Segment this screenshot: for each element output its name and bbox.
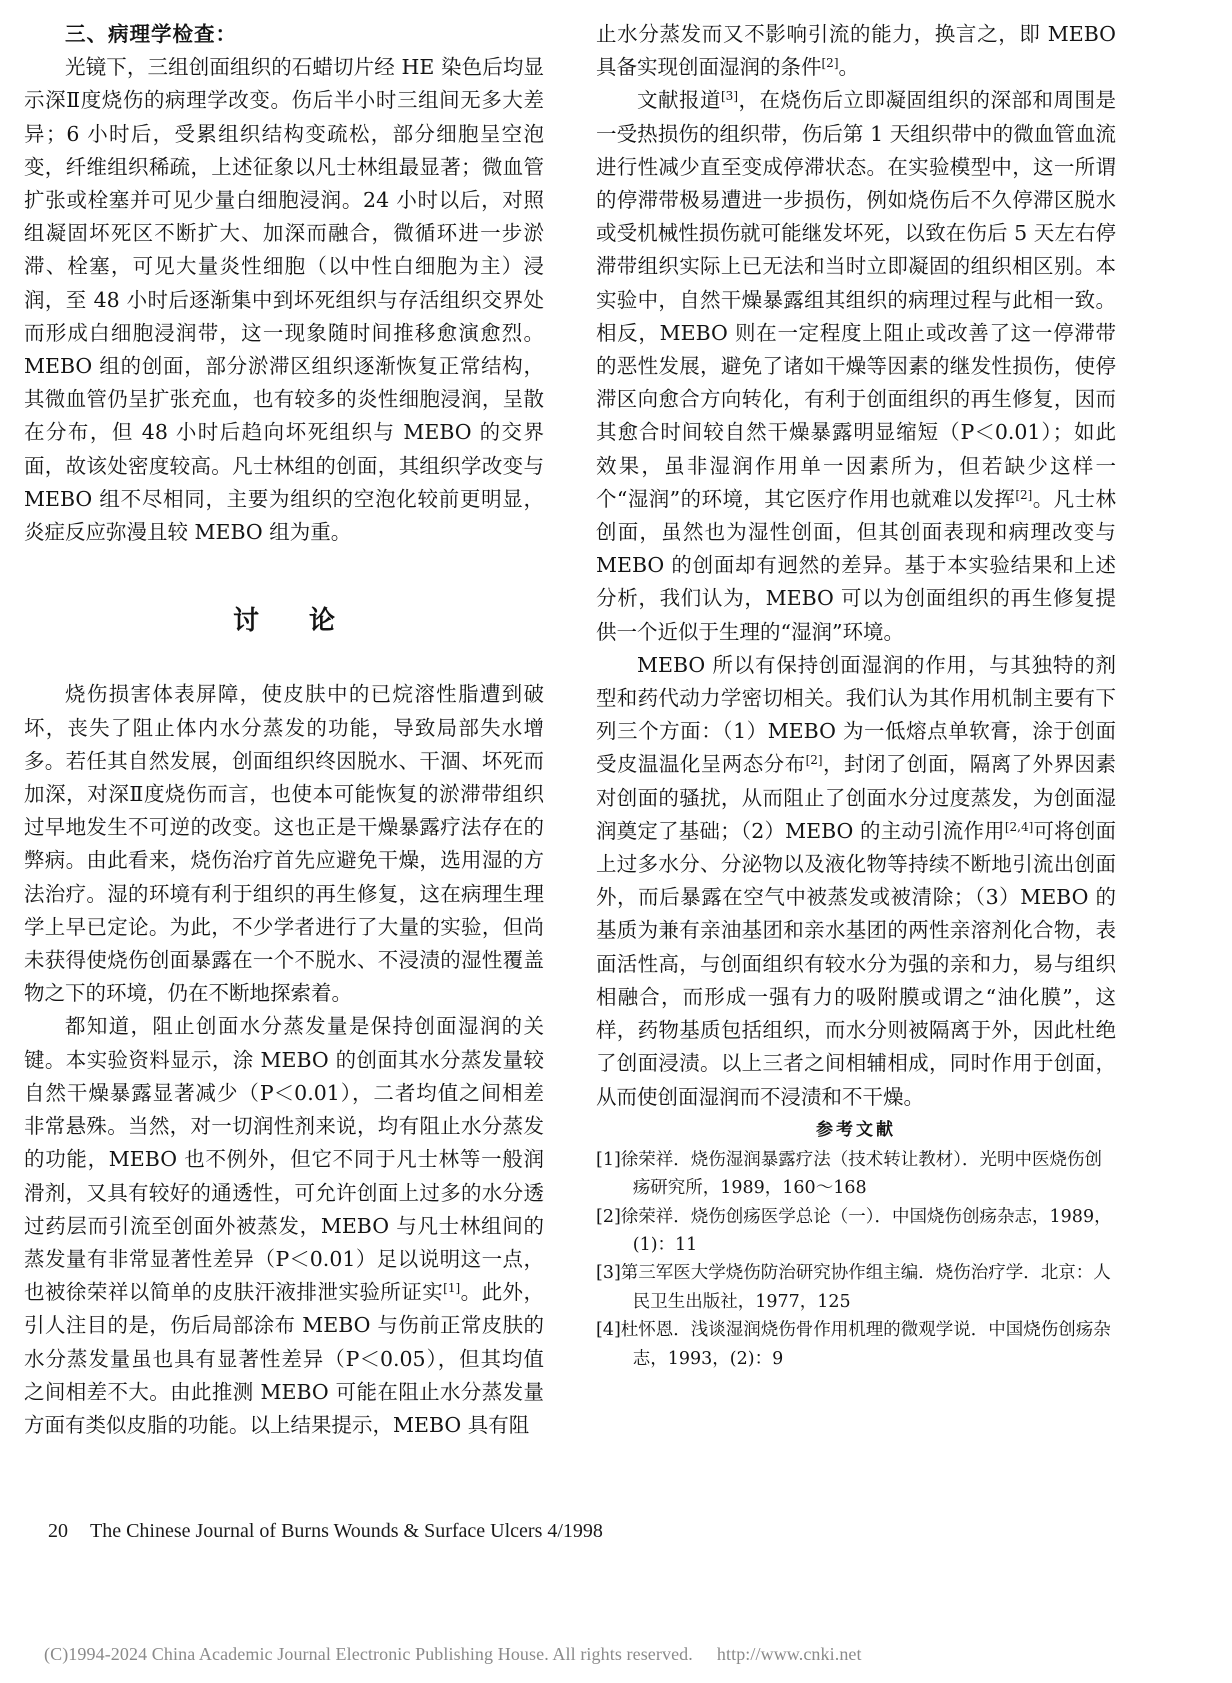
discussion-heading: 讨论 bbox=[232, 606, 385, 637]
paragraph-text: MEBO 所以有保持创面湿润的作用，与其独特的剂型和药代动力学密切相关。我们认为其作用机制主要有下列三个方面：（1）MEBO 为一低熔点单软膏，涂于创面受皮温温化呈两态分布 bbox=[596, 652, 1116, 777]
page-footer bbox=[48, 1520, 603, 1543]
reference-item-1: [1]徐荣祥．烧伤湿润暴露疗法（技术转让教材）．光明中医烧伤创疡研究所，1989，160～168 bbox=[596, 1149, 1103, 1199]
citation-2: [2] bbox=[1015, 487, 1033, 502]
section-title-pathology: 三、病理学检查： bbox=[65, 22, 237, 46]
citation-1: [1] bbox=[443, 1281, 461, 1296]
paragraph-text: 。此外，引人注目的是，伤后局部涂布 MEBO 与伤前正常皮肤的水分蒸发量虽也具有显著性差异（P＜0.05），但其均值之间相差不大。由此推测 MEBO 可能在阻止水分蒸发量方面有类似皮脂的功能。以上结果提示，MEBO 具有阻 bbox=[24, 1280, 545, 1437]
copyright-url: http://www.cnki.net bbox=[716, 1644, 862, 1664]
citation-2-4: [2,4] bbox=[1004, 819, 1034, 834]
continued-paragraph bbox=[596, 18, 1116, 84]
citation-2: [2] bbox=[821, 56, 839, 71]
copyright-text: (C)1994-2024 China Academic Journal Electronic Publishing House. All rights reserved. bbox=[44, 1644, 693, 1664]
paragraph-text: ，封闭了创面，隔离了外界因素对创面的骚扰，从而阻止了创面水分过度蒸发，为创面湿润奠定了基础；（2）MEBO 的主动引流作用 bbox=[596, 752, 1117, 843]
discussion-paragraph-1: 烧伤损害体表屏障，使皮肤中的已烷溶性脂遭到破坏，丧失了阻止体内水分蒸发的功能，导致局部失水增多。若任其自然发展，创面组织终因脱水、干涸、坏死而加深，对深Ⅱ度烧伤而言，也使本可能恢复的淤滞带组织过早地发生不可逆的改变。这也正是干燥暴露疗法存在的弊病。由此看来，烧伤治疗首先应避免干燥，选用湿的方法治疗。湿的环境有利于组织的再生修复，这在病理生理学上早已定论。为此，不少学者进行了大量的实验，但尚未获得使烧伤创面暴露在一个不脱水、不浸渍的湿性覆盖物之下的环境，仍在不断地探索着。 bbox=[24, 682, 544, 1006]
paragraph-text: 止水分蒸发而又不影响引流的能力，换言之，即 MEBO 具备实现创面湿润的条件 bbox=[596, 22, 1116, 80]
journal-name: The Chinese Journal of Burns Wounds & Surface Ulcers 4/1998 bbox=[90, 1520, 603, 1542]
reference-item-4: [4]杜怀恩．浅谈湿润烧伤骨作用机理的微观学说．中国烧伤创疡杂志，1993，(2)：9 bbox=[596, 1320, 1111, 1369]
page-number: 20 bbox=[48, 1520, 68, 1542]
reference-item-3: [3]第三军医大学烧伤防治研究协作组主编．烧伤治疗学．北京：人民卫生出版社，1977，125 bbox=[596, 1263, 1111, 1312]
paragraph-text: 。 bbox=[838, 55, 859, 80]
pathology-paragraph: 光镜下，三组创面组织的石蜡切片经 HE 染色后均显示深Ⅱ度烧伤的病理学改变。伤后半小时三组间无多大差异；6 小时后，受累组织结构变疏松，部分细胞呈空泡变，纤维组织稀疏，上述征象以凡士林组最显著；微血管扩张或栓塞并可见少量白细胞浸润。24 小时以后，对照组凝固坏死区不断扩大、加深而融合，微循环进一步淤滞、栓塞，可见大量炎性细胞（以中性白细胞为主）浸润，至 48 小时后逐渐集中到坏死组织与存活组织交界处而形成白细胞浸润带，这一现象随时间推移愈演愈烈。MEBO 组的创面，部分淤滞区组织逐渐恢复正常结构，其微血管仍呈扩张充血，也有较多的炎性细胞浸润，呈散在分布，但 48 小时后趋向坏死组织与 MEBO 的交界面，故该处密度较高。凡士林组的创面，其组织学改变与 MEBO 组不尽相同，主要为组织的空泡化较前更明显，炎症反应弥漫且较 MEBO 组为重。 bbox=[24, 55, 544, 545]
discussion-paragraph-4 bbox=[596, 649, 1116, 1114]
reference-item-2: [2]徐荣祥．烧伤创疡医学总论（一）．中国烧伤创疡杂志，1989，(1)：11 bbox=[596, 1206, 1112, 1255]
left-column bbox=[24, 18, 544, 1442]
discussion-paragraph-2 bbox=[24, 1010, 544, 1442]
discussion-paragraph-3 bbox=[596, 84, 1116, 648]
references-heading: 参考文献 bbox=[816, 1119, 896, 1140]
paragraph-text: ，在烧伤后立即凝固组织的深部和周围是一受热损伤的组织带，伤后第 1 天组织带中的微血管血流进行性减少直至变成停滞状态。在实验模型中，这一所谓的停滞带极易遭进一步损伤，例如烧伤后不久停滞区脱水或受机械性损伤就可能继发坏死，以致在伤后 5 天左右停滞带组织实际上已无法和当时立即凝固的组织相区别。本实验中，自然干燥暴露组其组织的病理过程与此相一致。相反，MEBO 则在一定程度上阻止或改善了这一停滞带的恶性发展，避免了诸如干燥等因素的继发性损伤，使停滞区向愈合方向转化，有利于创面组织的再生修复，因而其愈合时间较自然干燥暴露明显缩短（P＜0.01）；如此效果，虽非湿润作用单一因素所为，但若缺少这样一个“湿润”的环境，其它医疗作用也就难以发挥 bbox=[596, 88, 1116, 511]
copyright-notice bbox=[44, 1644, 862, 1665]
reference-list bbox=[596, 1146, 1116, 1373]
paragraph-text: 可将创面上过多水分、分泌物以及液化物等持续不断地引流出创面外，而后暴露在空气中被蒸发或被清除；（3）MEBO 的基质为兼有亲油基团和亲水基团的两性亲溶剂化合物，表面活性高，与创面组织有较水分为强的亲和力，易与组织相融合，而形成一强有力的吸附膜或谓之“油化膜”，这样，药物基质包括组织，而水分则被隔离于外，因此杜绝了创面浸渍。以上三者之间相辅相成，同时作用于创面，从而使创面湿润而不浸渍和不干燥。 bbox=[596, 818, 1117, 1109]
citation-2: [2] bbox=[805, 753, 823, 768]
right-column bbox=[596, 18, 1116, 1373]
paragraph-text: 文献报道 bbox=[637, 88, 721, 113]
paragraph-text: 都知道，阻止创面水分蒸发量是保持创面湿润的关键。本实验资料显示，涂 MEBO 的创面其水分蒸发量较自然干燥暴露显著减少（P＜0.01），二者均值之间相差非常悬殊。当然，对一切润性剂来说，均有阻止水分蒸发的功能，MEBO 也不例外，但它不同于凡士林等一般润滑剂，又具有较好的通透性，可允许创面上过多的水分透过药层而引流至创面外被蒸发，MEBO 与凡士林组间的蒸发量有非常显著性差异（P＜0.01）足以说明这一点，也被徐荣祥以简单的皮肤汗液排泄实验所证实 bbox=[24, 1014, 544, 1305]
paragraph-text: 。凡士林创面，虽然也为湿性创面，但其创面表现和病理改变与 MEBO 的创面却有迥然的差异。基于本实验结果和上述分析，我们认为，MEBO 可以为创面组织的再生修复提供一个近似于生理的“湿润”环境。 bbox=[596, 486, 1116, 644]
citation-3: [3] bbox=[721, 89, 738, 104]
